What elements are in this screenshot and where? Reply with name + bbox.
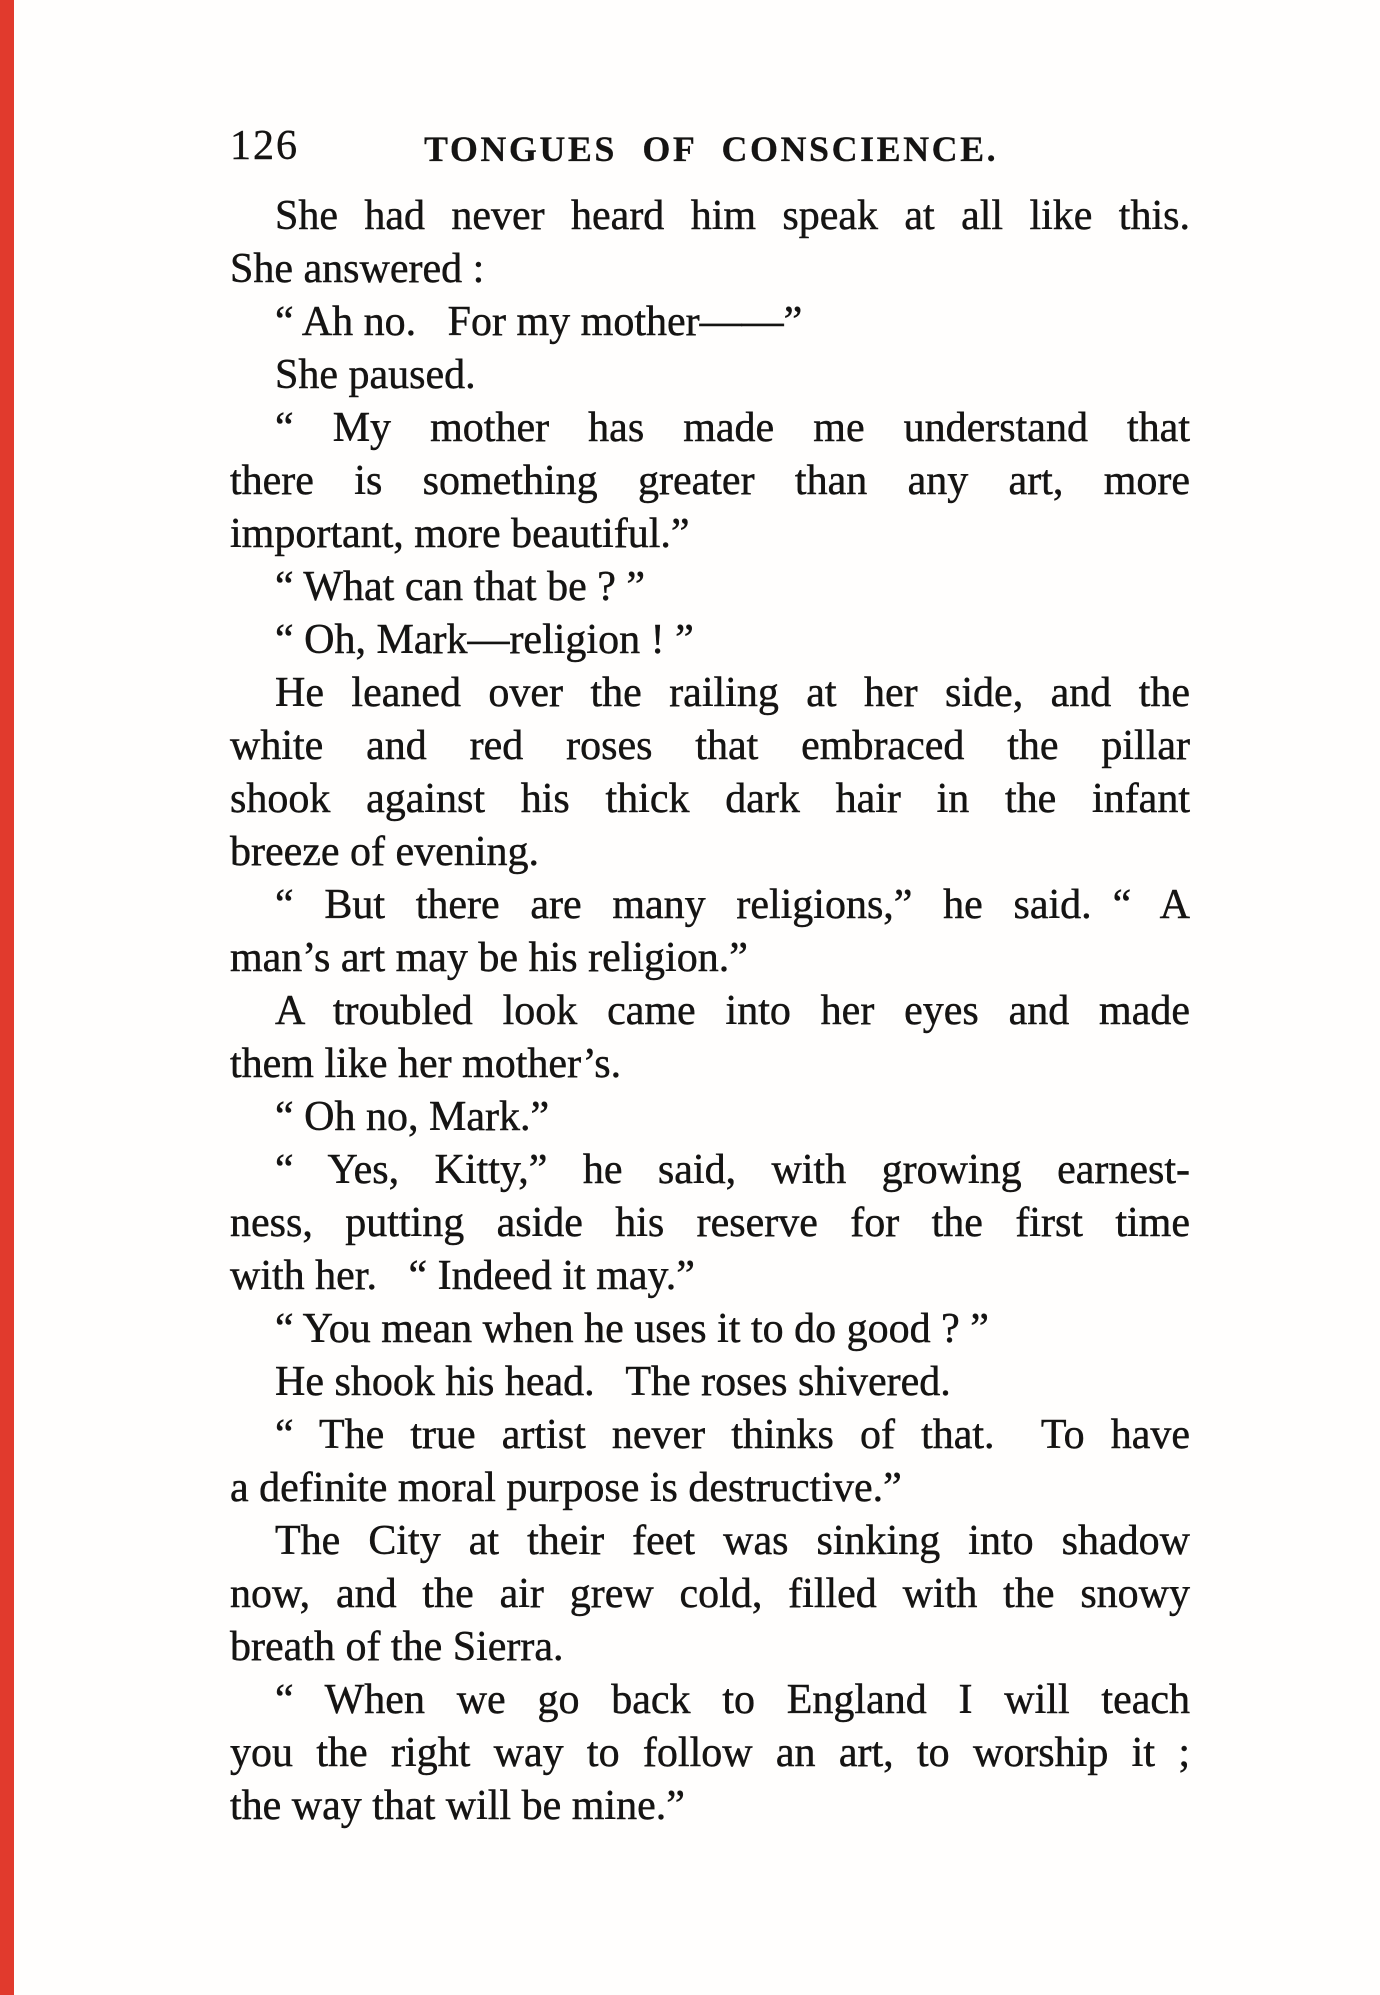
body-line: white and red roses that embraced the pillar <box>230 723 1190 769</box>
body-line: there is something greater than any art, more <box>230 458 1190 504</box>
body-line: you the right way to follow an art, to worship it ; <box>230 1730 1190 1776</box>
body-line: She had never heard him speak at all like this. <box>275 193 1190 239</box>
body-line: breeze of evening. <box>230 829 539 875</box>
body-line: She answered : <box>230 246 485 292</box>
page-number: 126 <box>230 123 299 169</box>
scan-edge-bar <box>0 0 14 1995</box>
body-line: man’s art may be his religion.” <box>230 935 748 981</box>
body-line: He leaned over the railing at her side, and the <box>275 670 1190 716</box>
body-text-block <box>230 190 1190 1833</box>
body-line: “ The true artist never thinks of that. To have <box>275 1412 1190 1458</box>
body-line: “ What can that be ? ” <box>275 564 646 610</box>
body-line: shook against his thick dark hair in the infant <box>230 776 1190 822</box>
body-line: “ You mean when he uses it to do good ? ” <box>275 1306 989 1352</box>
running-title: TONGUES OF CONSCIENCE. <box>424 129 999 169</box>
body-line: “ Yes, Kitty,” he said, with growing earnest- <box>275 1147 1190 1193</box>
body-line: important, more beautiful.” <box>230 511 690 557</box>
body-line: “ Ah no. For my mother——” <box>275 299 803 345</box>
body-line: “ When we go back to England I will teach <box>275 1677 1190 1723</box>
body-line: the way that will be mine.” <box>230 1783 685 1829</box>
body-line: now, and the air grew cold, filled with the snowy <box>230 1571 1190 1617</box>
body-line: breath of the Sierra. <box>230 1624 564 1670</box>
body-line: A troubled look came into her eyes and made <box>275 988 1190 1034</box>
body-line: a definite moral purpose is destructive.” <box>230 1465 902 1511</box>
body-line: with her. “ Indeed it may.” <box>230 1253 695 1299</box>
body-line: He shook his head. The roses shivered. <box>275 1359 951 1405</box>
body-line: “ Oh no, Mark.” <box>275 1094 550 1140</box>
body-line: The City at their feet was sinking into shadow <box>275 1518 1190 1564</box>
body-line: them like her mother’s. <box>230 1041 622 1087</box>
body-line: “ But there are many religions,” he said. “ A <box>275 882 1190 928</box>
body-line: ness, putting aside his reserve for the first time <box>230 1200 1190 1246</box>
body-line: She paused. <box>275 352 476 398</box>
body-line: “ Oh, Mark—religion ! ” <box>275 617 694 663</box>
body-line: “ My mother has made me understand that <box>275 405 1190 451</box>
